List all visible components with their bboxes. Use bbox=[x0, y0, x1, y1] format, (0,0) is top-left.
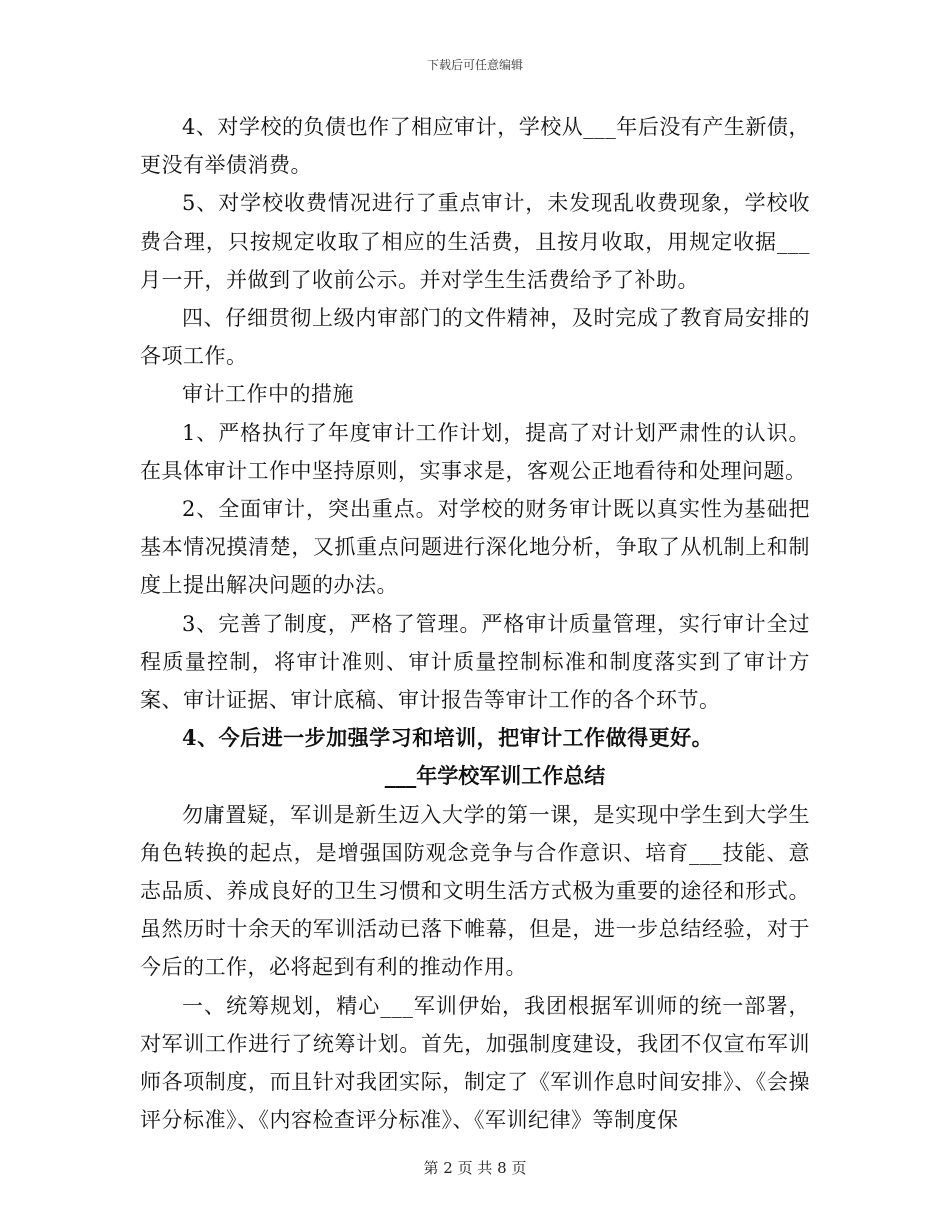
paragraph-internal-audit-directive: 四、仔细贯彻上级内审部门的文件精神，及时完成了教育局安排的各项工作。 bbox=[140, 306, 810, 369]
paragraph-fee-audit: 5、对学校收费情况进行了重点审计，未发现乱收费现象，学校收费合理，只按规定收取了相应的生活费，且按月收取，用规定收据___月一开，并做到了收前公示。并对学生生活费给予了补助。 bbox=[140, 191, 810, 292]
paragraph-measure-3: 3、完善了制度，严格了管理。严格审计质量管理，实行审计全过程质量控制，将审计准则、审计质量控制标准和制度落实到了审计方案、审计证据、审计底稿、审计报告等审计工作的各个环节。 bbox=[140, 611, 810, 713]
document-body bbox=[140, 108, 810, 1139]
subheading-audit-measures: 审计工作中的措施 bbox=[182, 382, 354, 407]
paragraph-training-planning: 一、统筹规划，精心___军训伊始，我团根据军训师的统一部署，对军训工作进行了统筹计划。首先，加强制度建设，我团不仅宣布军训师各项制度，而且针对我团实际，制定了《军训作息时间安排》、《会操评分标准》、《内容检查评分标准》、《军训纪律》等制度保 bbox=[140, 993, 810, 1133]
paragraph-measure-4: 4、今后进一步加强学习和培训，把审计工作做得更好。 bbox=[182, 725, 714, 751]
section-title-military-training: ___年学校军训工作总结 bbox=[384, 763, 606, 789]
page-number: 第 2 页 共 8 页 bbox=[423, 1159, 527, 1177]
paragraph-debt-audit: 4、对学校的负债也作了相应审计，学校从___年后没有产生新债，更没有举债消费。 bbox=[140, 115, 810, 178]
paragraph-measure-2: 2、全面审计，突出重点。对学校的财务审计既以真实性为基础把基本情况摸清楚，又抓重点问题进行深化地分析，争取了从机制上和制度上提出解决问题的办法。 bbox=[140, 497, 810, 598]
page-header-note: 下载后可任意编辑 bbox=[426, 58, 523, 72]
paragraph-measure-1: 1、严格执行了年度审计工作计划，提高了对计划严肃性的认识。在具体审计工作中坚持原则，实事求是，客观公正地看待和处理问题。 bbox=[140, 420, 810, 483]
paragraph-training-intro: 勿庸置疑，军训是新生迈入大学的第一课，是实现中学生到大学生角色转换的起点，是增强国防观念竞争与合作意识、培育___技能、意志品质、养成良好的卫生习惯和文明生活方式极为重要的途径和形式。虽然历时十余天的军训活动已落下帷幕，但是，进一步总结经验，对于今后的工作，必将起到有利的推动作用。 bbox=[140, 802, 810, 980]
